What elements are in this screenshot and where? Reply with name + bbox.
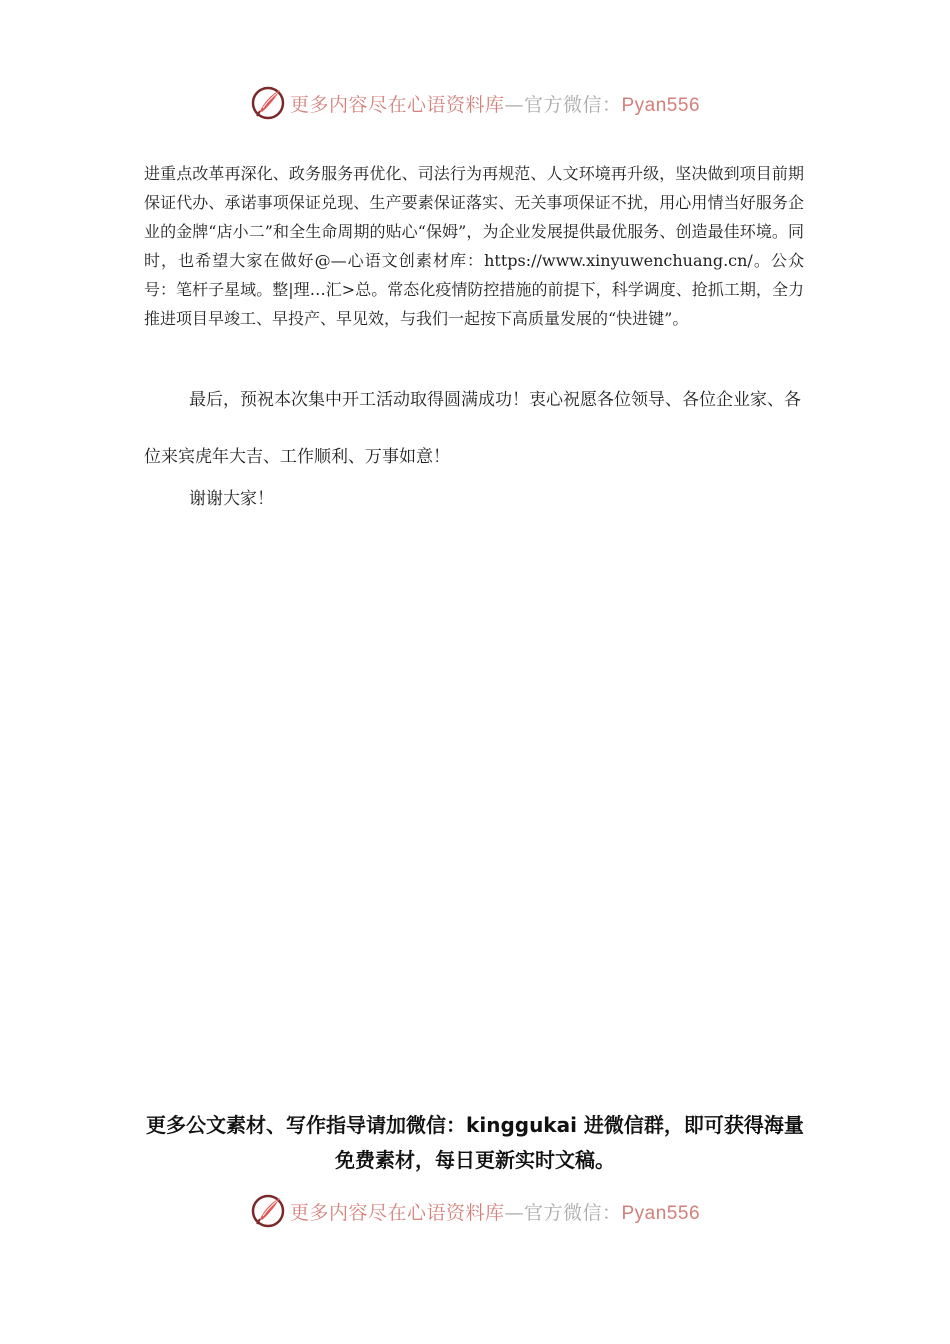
banner-official-text: 官方微信：: [523, 93, 622, 116]
banner-wechat-id: Pyan556: [621, 1202, 701, 1224]
banner-wechat-id: Pyan556: [621, 94, 701, 116]
header-banner: [0, 80, 950, 126]
quill-logo-icon: [250, 85, 286, 121]
banner-official-text: 官方微信：: [523, 1201, 622, 1224]
banner-dash: —: [504, 93, 524, 116]
banner-brand-text: 更多内容尽在心语资料库: [289, 1201, 505, 1224]
body-paragraph-1: 进重点改革再深化、政务服务再优化、司法行为再规范、人文环境再升级，坚决做到项目前期保证代办、承诺事项保证兑现、生产要素保证落实、无关事项保证不扰，用心用情当好服务企业的金牌“店小二”和全生命周期的贴心“保姆”，为企业发展提供最优服务、创造最佳环境。同时，也希望大家在做好@—心语文创素材库：https://www.xinyuwenchuang.cn/。公众号：笔杆子星域。整|理…汇>总。常态化疫情防控措施的前提下，科学调度、抢抓工期，全力推进项目早竣工、早投产、早见效，与我们一起按下高质量发展的“快进键”。: [144, 164, 804, 328]
banner-dash: —: [504, 1201, 524, 1224]
body-paragraph-2: 最后，预祝本次集中开工活动取得圆满成功！衷心祝愿各位领导、各位企业家、各位来宾虎年大吉、工作顺利、万事如意！: [144, 390, 801, 467]
quill-logo-icon: [250, 1193, 286, 1229]
banner-brand-text: 更多内容尽在心语资料库: [289, 93, 505, 116]
banner-text: [290, 90, 700, 117]
banner-text: [290, 1198, 700, 1225]
body-paragraph-3: 谢谢大家！: [189, 489, 274, 509]
footer-note: 更多公文素材、写作指导请加微信：kinggukai 进微信群，即可获得海量免费素材，每日更新实时文稿。: [146, 1113, 804, 1172]
footer-banner: [0, 1188, 950, 1234]
